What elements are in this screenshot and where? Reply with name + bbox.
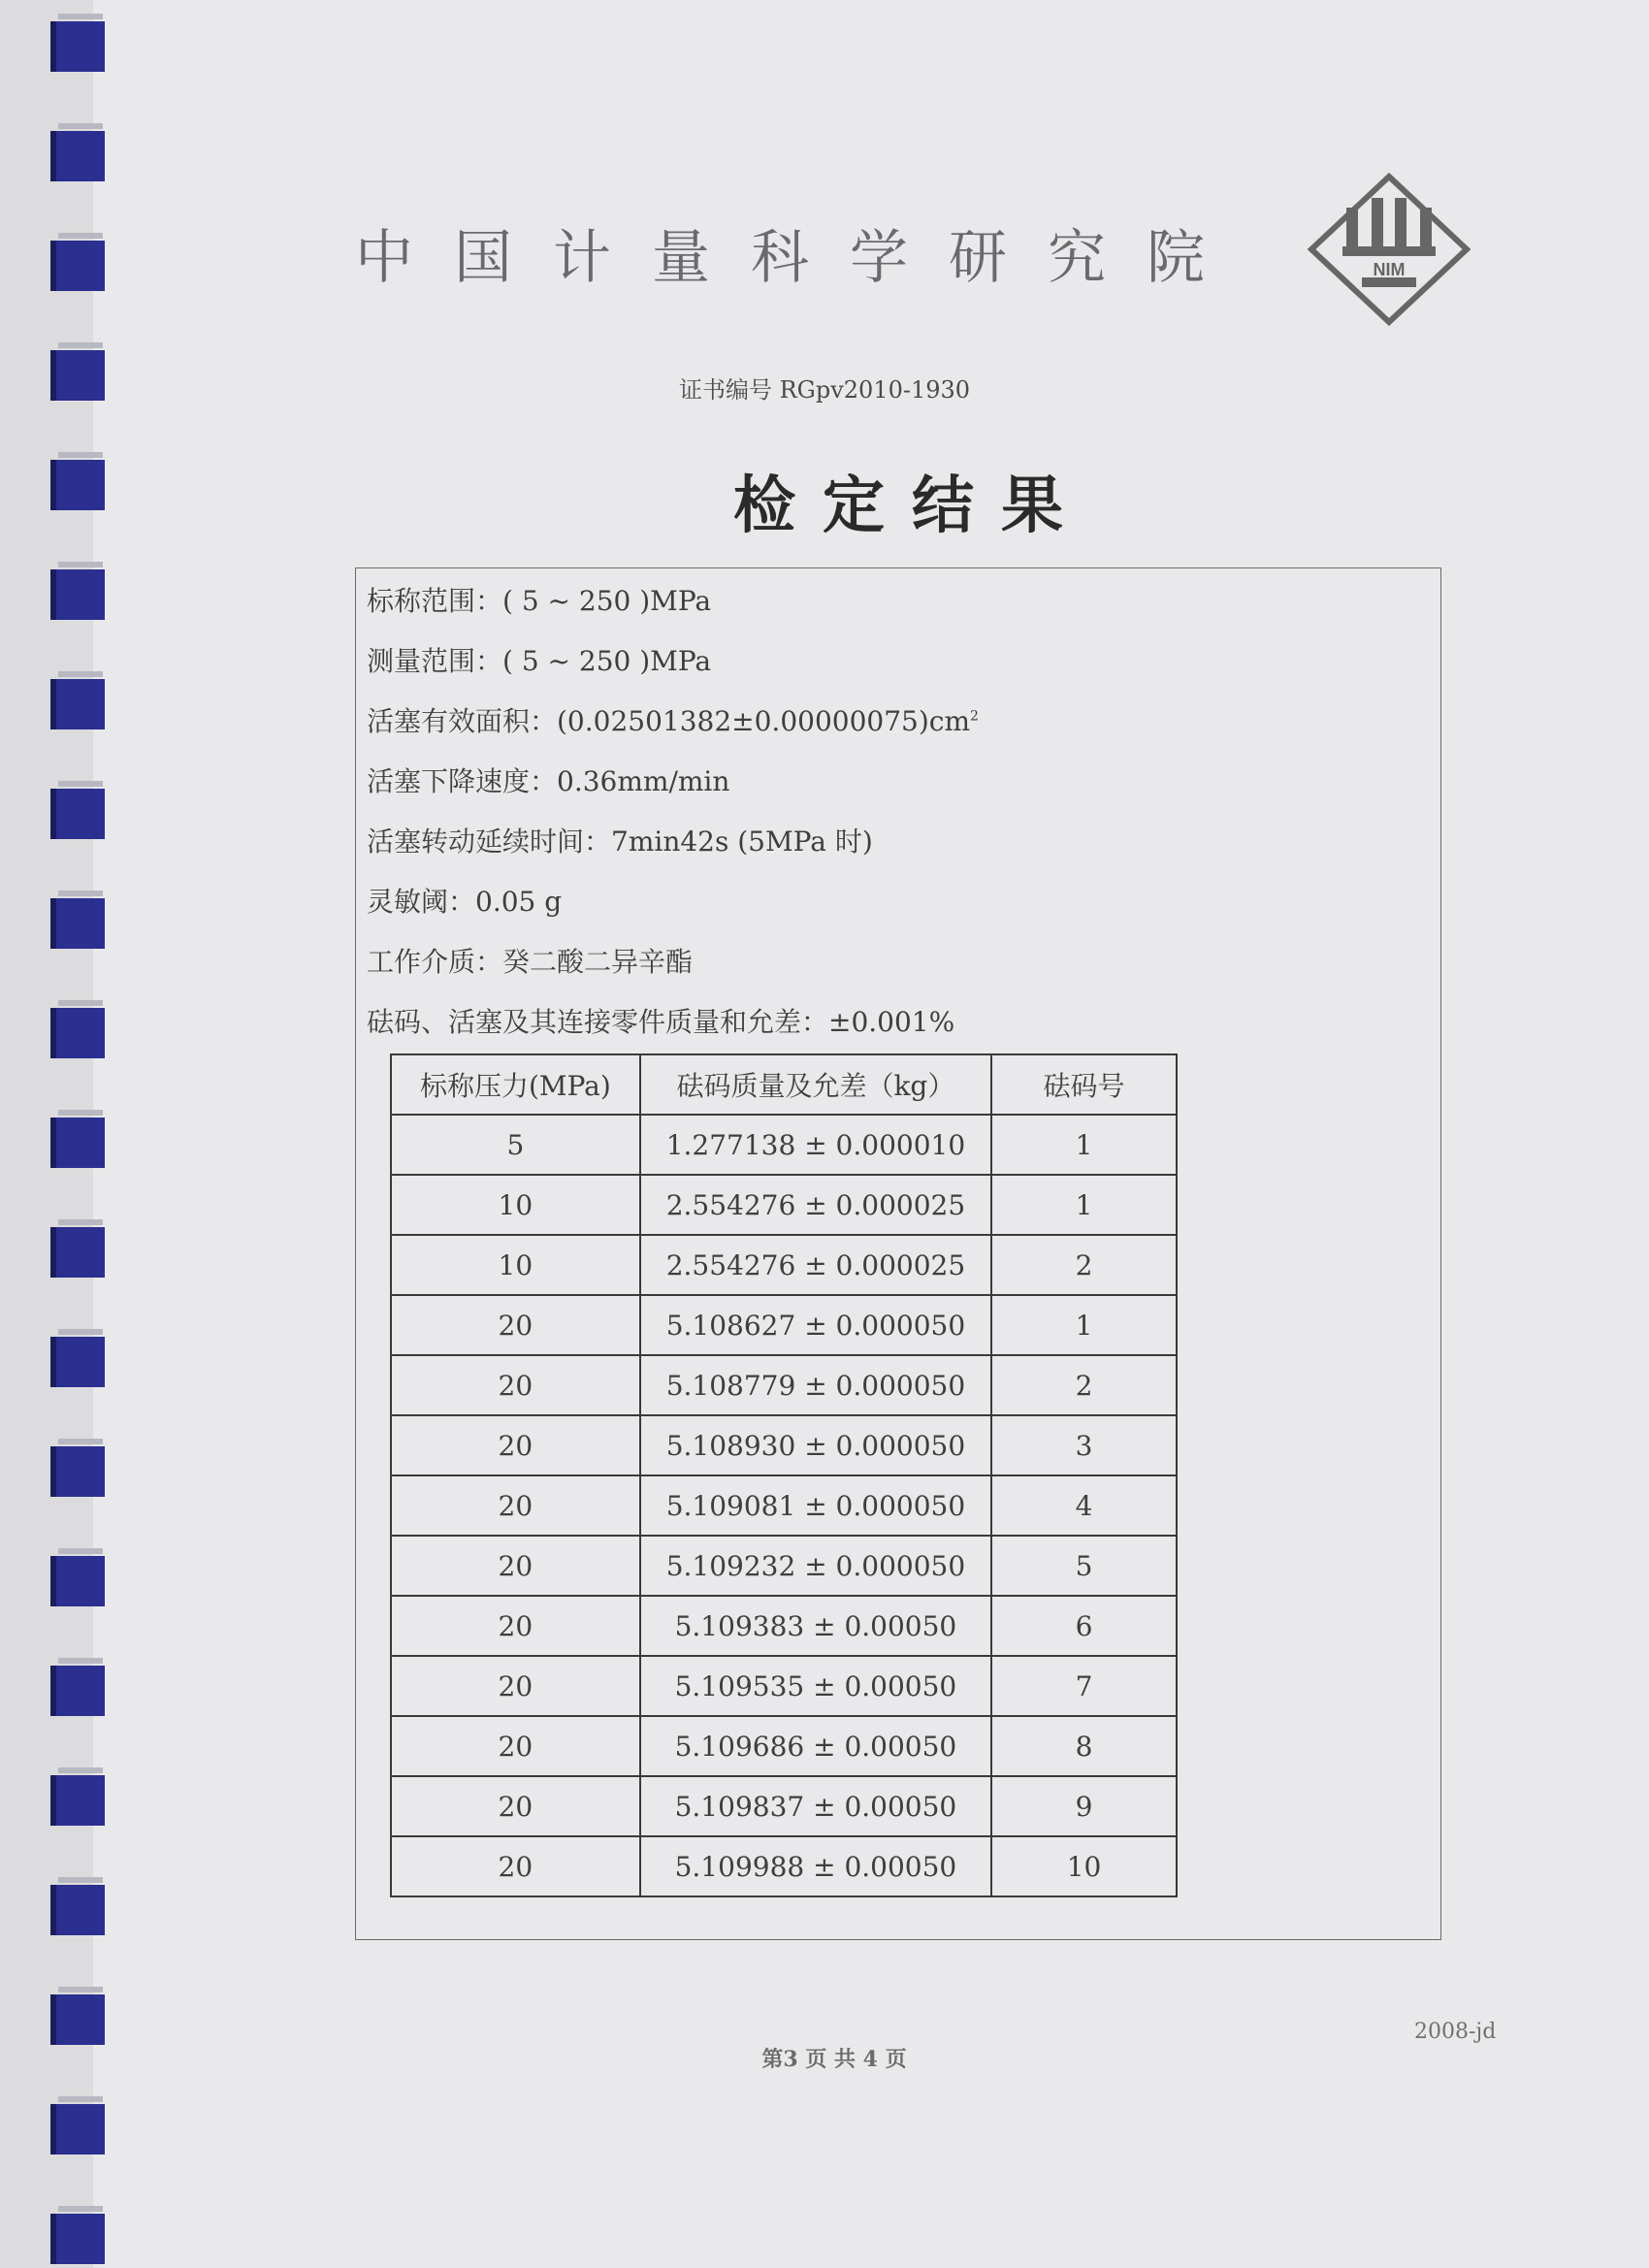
cell-pressure: 20	[391, 1656, 640, 1716]
cell-weight-number: 10	[991, 1836, 1177, 1896]
cell-pressure: 20	[391, 1836, 640, 1896]
cell-mass: 5.109232 ± 0.000050	[640, 1536, 991, 1596]
binding-ring-hook	[58, 1987, 103, 1993]
table-header-row	[391, 1054, 1177, 1115]
cell-mass: 2.554276 ± 0.000025	[640, 1235, 991, 1295]
binding-ring-hook	[58, 14, 103, 19]
nim-logo	[1308, 173, 1471, 326]
binding-ring	[50, 1446, 105, 1497]
binding-ring-hook	[58, 781, 103, 787]
cell-mass: 5.109081 ± 0.000050	[640, 1475, 991, 1536]
weights-table	[390, 1053, 1178, 1897]
binding-ring-hook	[58, 1767, 103, 1773]
binding-ring	[50, 1118, 105, 1168]
cell-weight-number: 6	[991, 1596, 1177, 1656]
table-row	[391, 1415, 1177, 1475]
cell-weight-number: 2	[991, 1355, 1177, 1415]
binding-ring-hook	[58, 1658, 103, 1664]
binding-ring	[50, 789, 105, 839]
form-code: 2008-jd	[1414, 2020, 1497, 2044]
binding-ring	[50, 898, 105, 949]
cell-weight-number: 2	[991, 1235, 1177, 1295]
col-header-weight-number: 砝码号	[991, 1054, 1177, 1115]
binding-ring-hook	[58, 233, 103, 239]
cell-mass: 5.109988 ± 0.00050	[640, 1836, 991, 1896]
cell-weight-number: 1	[991, 1175, 1177, 1235]
cell-mass: 5.108779 ± 0.000050	[640, 1355, 991, 1415]
table-row	[391, 1716, 1177, 1776]
table-row	[391, 1115, 1177, 1175]
binding-ring	[50, 1666, 105, 1716]
binding-ring-hook	[58, 562, 103, 567]
page-heading: 检定结果	[733, 470, 1090, 542]
binding-ring	[50, 1994, 105, 2045]
spec-mass-tolerance: 砝码、活塞及其连接零件质量和允差：±0.001%	[367, 1006, 955, 1038]
logo-text: NIM	[1373, 260, 1406, 279]
cell-mass: 5.109837 ± 0.00050	[640, 1776, 991, 1836]
binding-ring	[50, 1885, 105, 1935]
cell-mass: 5.108930 ± 0.000050	[640, 1415, 991, 1475]
binding-ring-hook	[58, 123, 103, 129]
cell-weight-number: 1	[991, 1295, 1177, 1355]
certificate-number-label: 证书编号	[678, 376, 772, 404]
binding-ring-hook	[58, 2206, 103, 2212]
certificate-number	[0, 371, 1649, 405]
institute-title: 中国计量科学研究院	[355, 224, 1245, 292]
table-row	[391, 1355, 1177, 1415]
binding-ring	[50, 241, 105, 291]
spec-working-medium: 工作介质：癸二酸二异辛酯	[367, 946, 694, 978]
binding-ring	[50, 1337, 105, 1387]
spec-measuring-range: 测量范围：( 5 ~ 250 )MPa	[367, 645, 712, 677]
spec-effective-area	[367, 700, 979, 739]
binding-ring-hook	[58, 2096, 103, 2102]
cell-mass: 5.109686 ± 0.00050	[640, 1716, 991, 1776]
binding-ring-hook	[58, 342, 103, 348]
cell-mass: 2.554276 ± 0.000025	[640, 1175, 991, 1235]
binding-ring	[50, 679, 105, 729]
binding-ring	[50, 2214, 105, 2264]
cell-mass: 5.109535 ± 0.00050	[640, 1656, 991, 1716]
table-row	[391, 1836, 1177, 1896]
table-row	[391, 1596, 1177, 1656]
spec-nominal-range: 标称范围：( 5 ~ 250 )MPa	[367, 585, 712, 617]
binding-ring-hook	[58, 1548, 103, 1554]
cell-mass: 1.277138 ± 0.000010	[640, 1115, 991, 1175]
area-unit-exponent: 2	[970, 708, 979, 725]
spec-fall-rate: 活塞下降速度：0.36mm/min	[367, 765, 730, 797]
binding-ring	[50, 1227, 105, 1278]
binding-ring	[50, 2104, 105, 2155]
table-row	[391, 1776, 1177, 1836]
binding-ring	[50, 21, 105, 72]
cell-mass: 5.108627 ± 0.000050	[640, 1295, 991, 1355]
cell-pressure: 20	[391, 1415, 640, 1475]
page-footer: 第3 页 共 4 页	[761, 2047, 907, 2072]
cell-weight-number: 3	[991, 1415, 1177, 1475]
binding-ring-hook	[58, 1439, 103, 1444]
table-row	[391, 1235, 1177, 1295]
spec-effective-area-text: 活塞有效面积：(0.02501382±0.00000075)cm	[367, 705, 971, 737]
cell-weight-number: 4	[991, 1475, 1177, 1536]
spec-rotation-time: 活塞转动延续时间：7min42s (5MPa 时)	[367, 826, 873, 858]
certificate-number-value: RGpv2010-1930	[779, 376, 971, 404]
binding-ring-hook	[58, 671, 103, 677]
spec-sensitivity: 灵敏阈：0.05 g	[367, 886, 563, 918]
cell-weight-number: 1	[991, 1115, 1177, 1175]
cell-pressure: 10	[391, 1235, 640, 1295]
table-row	[391, 1175, 1177, 1235]
col-header-mass: 砝码质量及允差（kg）	[640, 1054, 991, 1115]
binding-ring-hook	[58, 1219, 103, 1225]
cell-weight-number: 7	[991, 1656, 1177, 1716]
cell-pressure: 20	[391, 1475, 640, 1536]
cell-pressure: 20	[391, 1596, 640, 1656]
binding-ring	[50, 1556, 105, 1606]
binding-ring	[50, 1775, 105, 1826]
col-header-pressure: 标称压力(MPa)	[391, 1054, 640, 1115]
cell-weight-number: 9	[991, 1776, 1177, 1836]
cell-pressure: 20	[391, 1295, 640, 1355]
cell-pressure: 20	[391, 1536, 640, 1596]
cell-pressure: 5	[391, 1115, 640, 1175]
binding-ring	[50, 131, 105, 181]
spiral-binding	[0, 0, 107, 2268]
cell-weight-number: 8	[991, 1716, 1177, 1776]
binding-ring-hook	[58, 891, 103, 896]
binding-ring-hook	[58, 1329, 103, 1335]
binding-ring-hook	[58, 1110, 103, 1116]
binding-ring-hook	[58, 1000, 103, 1006]
cell-pressure: 20	[391, 1716, 640, 1776]
table-row	[391, 1656, 1177, 1716]
binding-ring-hook	[58, 1877, 103, 1883]
table-row	[391, 1295, 1177, 1355]
binding-ring	[50, 1008, 105, 1058]
table-row	[391, 1536, 1177, 1596]
cell-pressure: 20	[391, 1355, 640, 1415]
cell-mass: 5.109383 ± 0.00050	[640, 1596, 991, 1656]
cell-pressure: 10	[391, 1175, 640, 1235]
cell-weight-number: 5	[991, 1536, 1177, 1596]
table-row	[391, 1475, 1177, 1536]
cell-pressure: 20	[391, 1776, 640, 1836]
binding-ring	[50, 569, 105, 620]
